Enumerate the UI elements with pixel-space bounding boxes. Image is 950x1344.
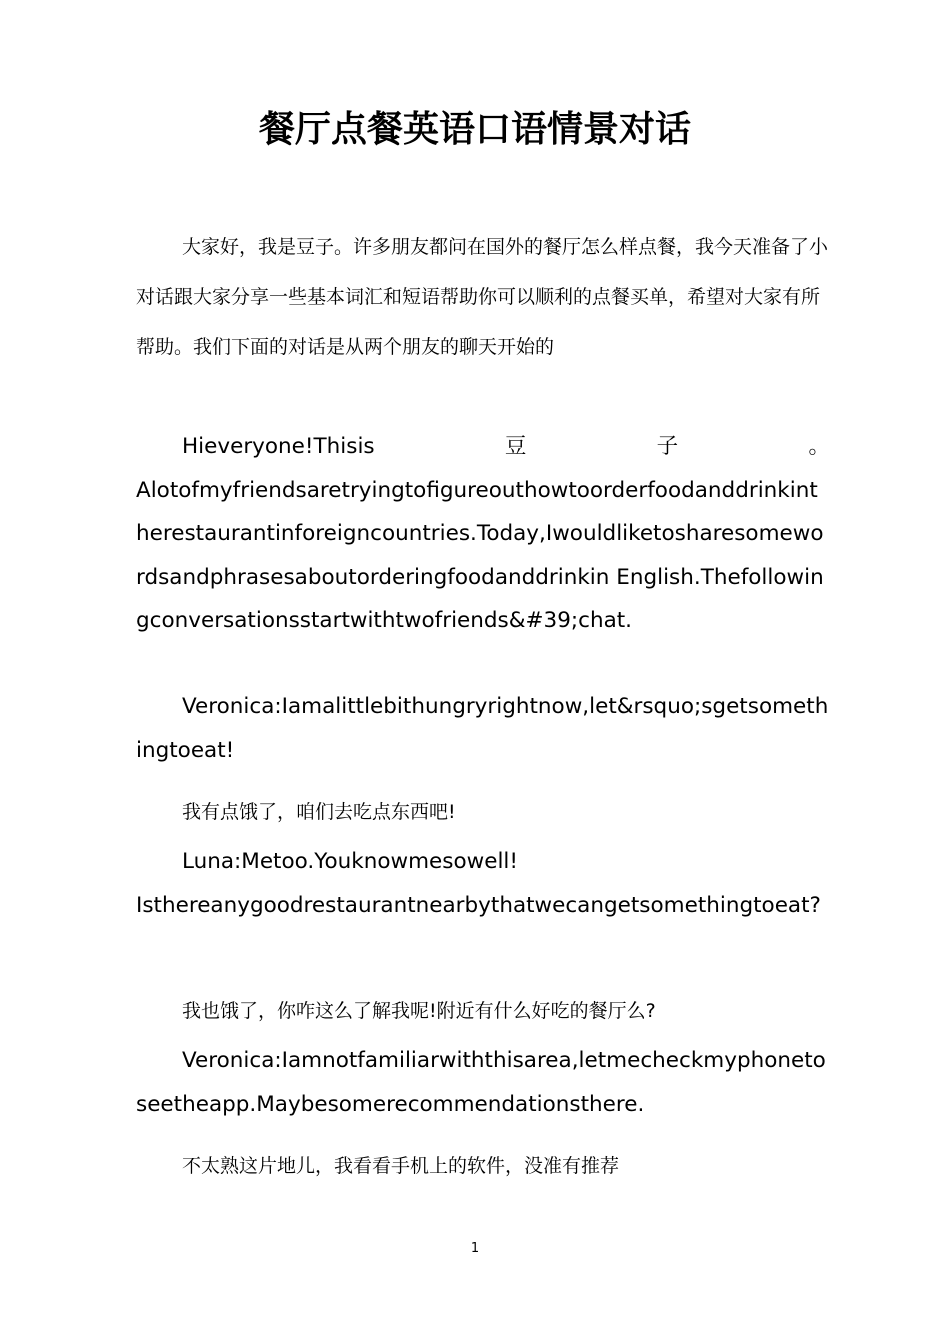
intro-period: 。 bbox=[808, 434, 830, 459]
dialogue-veronica-1-en: Veronica:Iamalittlebithungryrightnow,let&rsquo;sgetsomethingtoeat! bbox=[136, 694, 829, 763]
luna-1-lead: Luna:Metoo.Youknowmesowell! bbox=[182, 849, 519, 874]
dialogue-luna-1-en bbox=[136, 840, 830, 927]
intro-paragraph-en bbox=[136, 425, 830, 643]
page-number: 1 bbox=[470, 1241, 480, 1256]
intro-name-char-1: 豆 bbox=[504, 434, 527, 459]
dialogue-veronica-2-zh: 不太熟这片地儿，我看看手机上的软件，没准有推荐 bbox=[182, 1155, 620, 1177]
intro-name-char-2: 子 bbox=[656, 434, 679, 459]
intro-first-line bbox=[136, 425, 830, 469]
intro-rest-text: Alotofmyfriendsaretryingtofigureouthowtoorderfoodanddrinkintherestaurantinforeigncountries.Today,Iwouldliketosharesomewordsandphrasesaboutorderingfoodanddrinkin English.Thefollowingconversationsstartwithtwofriends&#39;chat. bbox=[136, 477, 824, 633]
dialogue-veronica-2-en: Veronica:Iamnotfamiliarwiththisarea,letmecheckmyphonetoseetheapp.Maybesomerecommendationsthere. bbox=[136, 1048, 826, 1117]
intro-paragraph-zh: 大家好，我是豆子。许多朋友都问在国外的餐厅怎么样点餐，我今天准备了小对话跟大家分享一些基本词汇和短语帮助你可以顺利的点餐买单，希望对大家有所帮助。我们下面的对话是从两个朋友的聊天开始的 bbox=[136, 236, 829, 358]
intro-lead-text: Hieveryone!Thisis bbox=[182, 434, 375, 459]
dialogue-veronica-1-zh: 我有点饿了，咱们去吃点东西吧! bbox=[182, 801, 456, 823]
luna-1-rest: Isthereanygoodrestaurantnearbythatwecangetsomethingtoeat? bbox=[136, 892, 821, 918]
dialogue-luna-1-zh: 我也饿了，你咋这么了解我呢!附近有什么好吃的餐厅么? bbox=[182, 1000, 656, 1022]
document-title: 餐厅点餐英语口语情景对话 bbox=[258, 109, 691, 150]
